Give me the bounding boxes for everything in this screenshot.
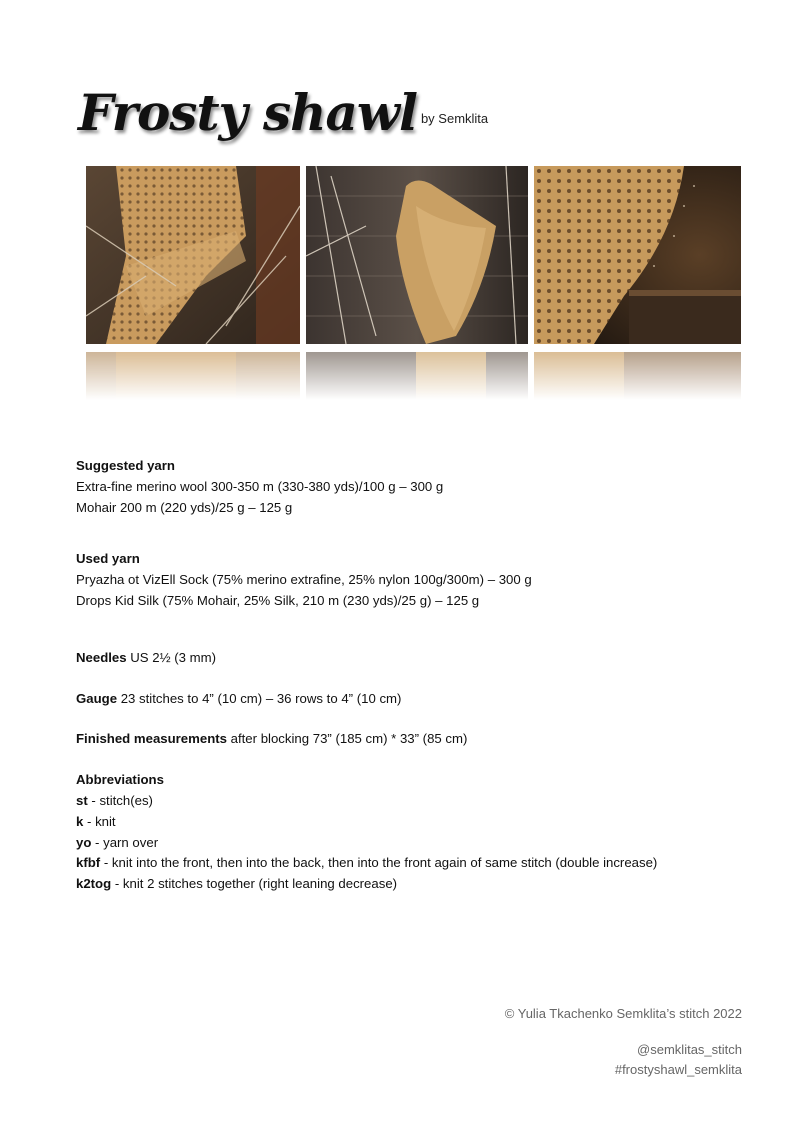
abbreviation-desc: - knit: [83, 813, 116, 829]
needles-label: Needles: [76, 649, 127, 665]
page-title: [78, 62, 488, 142]
needles-value: US 2½ (3 mm): [126, 649, 216, 665]
photo-reflection: [86, 352, 300, 400]
abbreviation-item: [76, 853, 756, 874]
used-yarn-line: Pryazha ot VizEll Sock (75% merino extrafine, 25% nylon 100g/300m) – 300 g: [76, 572, 532, 588]
finished-line: [76, 729, 756, 750]
suggested-yarn-line: Mohair 200 m (220 yds)/25 g – 125 g: [76, 499, 293, 515]
abbreviation-item: [76, 833, 756, 854]
title-text: Frosty shawl: [78, 83, 417, 142]
page-footer: [505, 1004, 742, 1080]
abbreviation-item: [76, 874, 756, 895]
abbreviations-heading: Abbreviations: [76, 772, 164, 788]
title-byline: by Semklita: [420, 111, 489, 126]
photo-shawl-hanging: [306, 166, 528, 344]
pattern-details: [76, 456, 756, 895]
finished-label: Finished measurements: [76, 731, 227, 747]
gauge-value: 23 stitches to 4” (10 cm) – 36 rows to 4” (10 cm): [117, 690, 402, 706]
abbreviation-item: [76, 791, 756, 812]
abbreviation-desc: - stitch(es): [87, 792, 153, 808]
abbreviation-item: [76, 812, 756, 833]
photo-shawl-draped: [86, 166, 300, 344]
abbreviation-desc: - yarn over: [91, 834, 159, 850]
abbreviation-term: k: [76, 813, 84, 829]
suggested-yarn-line: Extra-fine merino wool 300-350 m (330-380 yds)/100 g – 300 g: [76, 478, 444, 494]
photo-reflection: [534, 352, 741, 400]
abbreviation-term: yo: [76, 834, 92, 850]
copyright-text: © Yulia Tkachenko Semklita’s stitch 2022: [504, 1006, 742, 1021]
used-yarn-line: Drops Kid Silk (75% Mohair, 25% Silk, 210 m (230 yds)/25 g) – 125 g: [76, 592, 480, 608]
instagram-handle: @semklitas_stitch: [637, 1042, 742, 1057]
gauge-label: Gauge: [76, 690, 118, 706]
abbreviation-term: st: [76, 792, 88, 808]
abbreviation-desc: - knit into the front, then into the back, then into the front again of same stitch (double increase): [100, 855, 658, 871]
abbreviation-desc: - knit 2 stitches together (right leaning decrease): [111, 876, 398, 892]
gauge-line: [76, 689, 756, 710]
needles-line: [76, 648, 756, 669]
finished-value: after blocking 73” (185 cm) * 33” (85 cm): [226, 731, 468, 747]
hashtag-text: #frostyshawl_semklita: [614, 1062, 742, 1077]
abbreviation-term: k2tog: [76, 876, 112, 892]
abbreviation-term: kfbf: [76, 855, 101, 871]
photo-shawl-closeup: [534, 166, 741, 344]
suggested-yarn-heading: Suggested yarn: [76, 458, 175, 473]
photo-reflection: [306, 352, 528, 400]
used-yarn-heading: Used yarn: [76, 551, 140, 567]
